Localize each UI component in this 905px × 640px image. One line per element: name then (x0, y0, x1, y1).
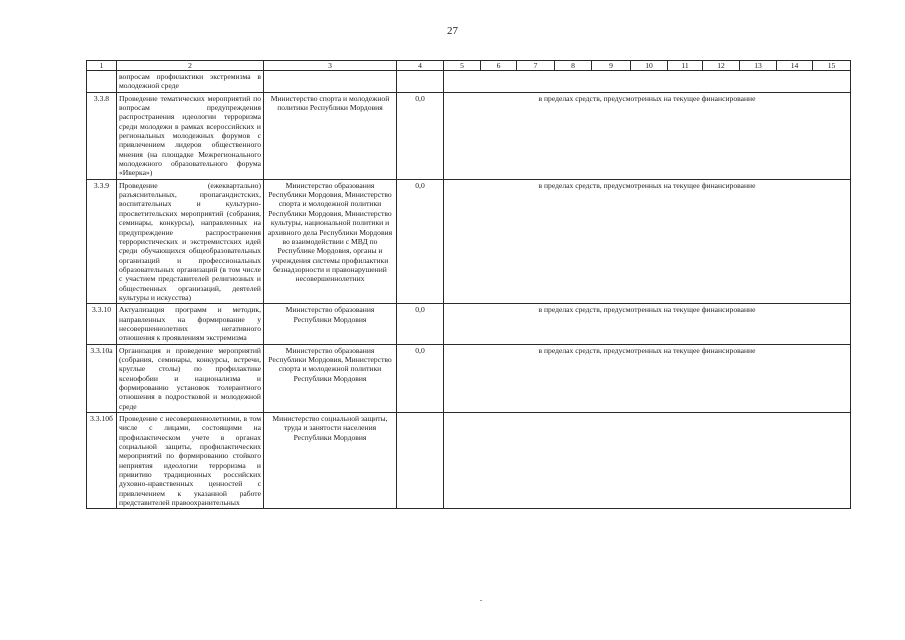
header-cell: 13 (740, 61, 777, 71)
funding-value (397, 71, 444, 93)
header-cell: 10 (631, 61, 668, 71)
table-row (87, 304, 851, 344)
funding-note: в пределах средств, предусмотренных на текущее финансирование (444, 179, 851, 303)
header-cell: 3 (264, 61, 397, 71)
executor: Министерство образования Республики Мордовия (264, 304, 397, 344)
funding-value: 0,0 (397, 344, 444, 412)
header-cell: 4 (397, 61, 444, 71)
header-cell: 6 (481, 61, 517, 71)
measure-description: Проведение тематических мероприятий по вопросам предупреждения распространения идеологии терроризма среди молодежи в рамках всероссийских и региональных молодежных форумов с привлечением лидеров общественного мнения (на площадке Межрегионального молодежного образовательного форума «Иверка») (117, 92, 264, 179)
scan-artifact (480, 600, 482, 601)
header-row (87, 61, 851, 71)
executor (264, 71, 397, 93)
executor: Министерство образования Республики Мордовия, Министерство спорта и молодежной политики Республики Мордовия, Министерство культуры, национальной политики и архивного дела Республики Мордовия во взаимодействии с МВД по Республике Мордовия, органы и учреждения системы профилактики безнадзорности и правонарушений несовершеннолетних (264, 179, 397, 303)
row-number (87, 71, 117, 93)
table-row (87, 92, 851, 179)
measure-description: Проведение с несовершеннолетними, в том числе с лицами, состоящими на профилактическом учете в органах социальной защиты, профилактических мероприятий по формированию стойкого неприятия идеологии терроризма и привитию традиционных российских духовно-нравственных ценностей с привлечением к указанной работе представителей правоохранительных (117, 413, 264, 509)
funding-note: в пределах средств, предусмотренных на текущее финансирование (444, 344, 851, 412)
executor: Министерство образования Республики Мордовия, Министерство спорта и молодежной политики Республики Мордовия (264, 344, 397, 412)
header-cell: 12 (703, 61, 740, 71)
header-cell: 1 (87, 61, 117, 71)
row-number: 3.3.8 (87, 92, 117, 179)
measure-description: Организация и проведение мероприятий (собрания, семинары, конкурсы, встречи, круглые столы) по профилактике ксенофобии и национализма и формированию установок толерантного отношения в подростковой и молодежной среде (117, 344, 264, 412)
header-cell: 2 (117, 61, 264, 71)
row-number: 3.3.10а (87, 344, 117, 412)
funding-note: в пределах средств, предусмотренных на текущее финансирование (444, 304, 851, 344)
header-cell: 7 (517, 61, 555, 71)
table-row (87, 344, 851, 412)
measure-description: вопросам профилактики экстремизма в молодежной среде (117, 71, 264, 93)
page-number: 27 (447, 25, 458, 37)
funding-note: в пределах средств, предусмотренных на текущее финансирование (444, 92, 851, 179)
header-cell: 11 (668, 61, 703, 71)
row-number: 3.3.10 (87, 304, 117, 344)
funding-note (444, 71, 851, 93)
funding-value: 0,0 (397, 304, 444, 344)
header-cell: 8 (555, 61, 592, 71)
table-row (87, 413, 851, 509)
funding-note (444, 413, 851, 509)
row-number: 3.3.10б (87, 413, 117, 509)
table-row (87, 179, 851, 303)
header-cell: 5 (444, 61, 481, 71)
funding-value: 0,0 (397, 179, 444, 303)
row-number: 3.3.9 (87, 179, 117, 303)
measure-description: Актуализация программ и методик, направленных на формирование у несовершеннолетних негативного отношения к проявлениям экстремизма (117, 304, 264, 344)
table-row (87, 71, 851, 93)
executor: Министерство спорта и молодежной политики Республики Мордовия (264, 92, 397, 179)
header-cell: 15 (813, 61, 851, 71)
header-cell: 14 (777, 61, 813, 71)
header-cell: 9 (592, 61, 631, 71)
measures-table (86, 60, 851, 509)
measure-description: Проведение (ежеквартально) разъяснительных, пропагандистских, воспитательных и культурно-просветительских мероприятий (собрания, семинары, конкурсы), направленных на предупреждение распространения террористических и экстремистских идей среди обучающихся общеобразовательных организаций и профессиональных образовательных организаций (в том числе с участием представителей религиозных и общественных организаций, деятелей культуры и искусства) (117, 179, 264, 303)
executor: Министерство социальной защиты, труда и занятости населения Республики Мордовия (264, 413, 397, 509)
funding-value (397, 413, 444, 509)
funding-value: 0,0 (397, 92, 444, 179)
